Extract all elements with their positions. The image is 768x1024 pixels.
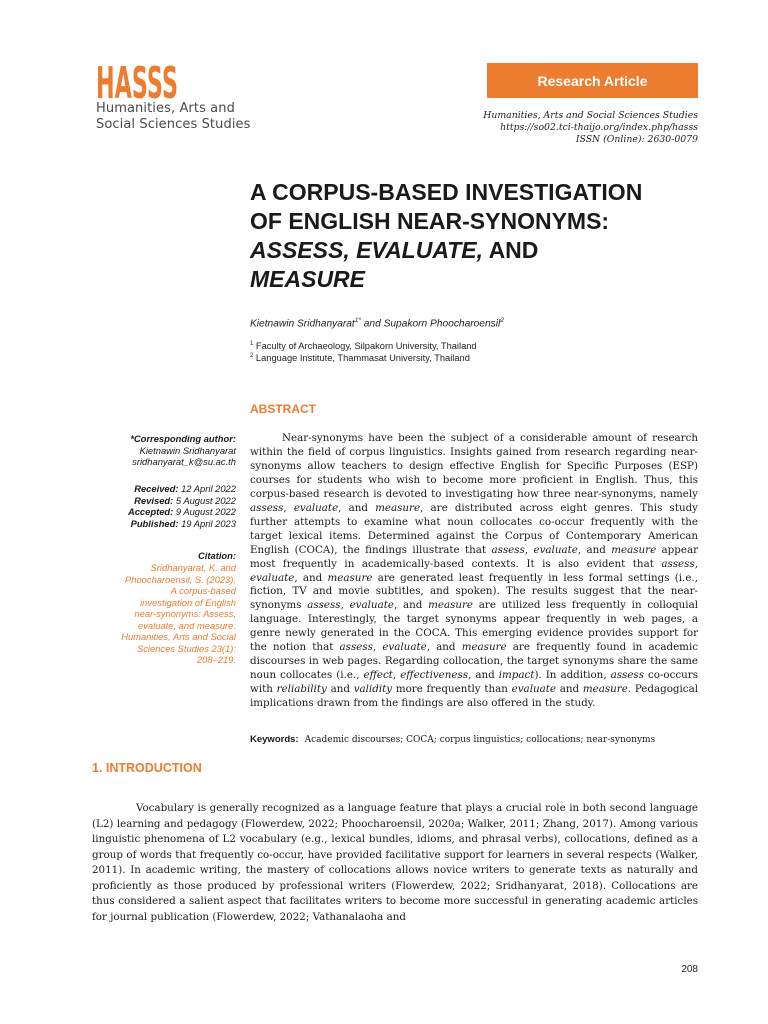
abstract-text: are frequently found in academic discourses in web pages. Regarding collocation, the target synonyms share the same noun collocates (i.e., xyxy=(250,641,699,682)
abstract-text: , xyxy=(372,641,383,654)
term-measure: measure xyxy=(375,501,421,514)
logo-text: HASSS xyxy=(96,62,178,102)
author-joiner: and xyxy=(360,318,384,330)
article-dates xyxy=(128,483,236,529)
date-received-value: 12 April 2022 xyxy=(178,483,236,494)
term-measure: measure xyxy=(428,599,474,612)
abstract-text: , and xyxy=(577,543,612,556)
term-evaluate: evaluate xyxy=(293,501,339,514)
journal-logo xyxy=(96,62,236,102)
abstract-text: ). In addition, xyxy=(534,669,611,682)
article-type-banner xyxy=(487,63,698,98)
term-assess: assess xyxy=(661,557,695,570)
term-assess: assess xyxy=(339,641,373,654)
introduction-heading: 1. INTRODUCTION xyxy=(92,761,202,775)
introduction-paragraph: Vocabulary is generally recognized as a language feature that plays a crucial role in both second language (L2) learning and pedagogy (Flowerdew, 2022; Phoocharoensil, 2020a; Walker, 2011; Zhang, 2017). Among various linguistic phenomena of L2 vocabulary (e.g., lexical bundles, idioms, and phrasal verbs), collocations, defined as a group of words that frequently co-occur, have provided facilitative support for learners in several respects (Walker, 2011). In academic writing, the mastery of collocations allows novice writers to generate texts as naturally and proficiently as those produced by professional writers (Flowerdew, 2022; Sridhanyarat, 2018). Collocations are thus considered a salient aspect that facilitates writers to become more successful in generating academic articles for journal publication (Flowerdew, 2022; Vathanalaoha and xyxy=(92,802,698,923)
abstract-text: and xyxy=(326,683,354,696)
journal-info-name: Humanities, Arts and Social Sciences Studies xyxy=(483,110,698,121)
corresponding-email[interactable]: sridhanyarat_k@su.ac.th xyxy=(132,456,236,467)
abstract-paragraph xyxy=(250,432,698,711)
abstract-heading: ABSTRACT xyxy=(250,402,316,416)
keywords-text: Academic discourses; COCA; corpus linguistics; collocations; near-synonyms xyxy=(304,735,656,745)
term-impact: impact xyxy=(498,669,535,682)
logo-journal-name xyxy=(96,101,251,133)
date-published-label: Published: xyxy=(130,517,179,529)
title-line-3-rest: AND xyxy=(483,237,539,263)
abstract-text: , xyxy=(392,669,401,682)
corresponding-name: Kietnawin Sridhanyarat xyxy=(139,444,236,456)
date-accepted xyxy=(128,506,236,518)
title-line-3 xyxy=(250,236,710,265)
corresponding-label-text: *Corresponding author: xyxy=(130,433,236,444)
abstract-text: , and xyxy=(294,571,328,584)
author-2: Supakorn Phoocharoensil xyxy=(383,318,501,330)
abstract-text: are generated least frequently in less formal settings (i.e., fiction, TV and movie subtitles, and spoken). The results suggest that the near-synonyms xyxy=(250,571,698,612)
term-evaluate: evaluate xyxy=(533,543,578,556)
introduction-body xyxy=(92,801,698,925)
term-measure: measure xyxy=(327,571,373,584)
abstract-text: Near-synonyms have been the subject of a considerable amount of research within the field of corpus linguistics. Insights gained from research regarding near-synonyms allow teachers to design effective English for Specific Purposes (ESP) courses for students who wish to become more proficient in English. Thus, this corpus-based research is devoted to investigating how three near-synonyms, namely xyxy=(250,432,698,500)
term-assess: assess xyxy=(307,599,341,612)
title-line-4-italic: MEASURE xyxy=(250,266,366,292)
keywords-label: Keywords: xyxy=(250,734,299,745)
term-evaluate: evaluate xyxy=(250,571,295,584)
abstract-text: , xyxy=(340,599,350,612)
citation-label xyxy=(198,550,236,562)
abstract-body xyxy=(250,432,698,711)
term-evaluate: evaluate xyxy=(349,599,394,612)
author-list xyxy=(250,317,504,329)
author-2-marks: 2 xyxy=(500,317,504,324)
title-line-2: OF ENGLISH NEAR-SYNONYMS: xyxy=(250,208,610,234)
affiliation-2-text: Language Institute, Thammasat University, Thailand xyxy=(253,353,470,364)
abstract-text: , xyxy=(524,543,534,556)
abstract-text: , and xyxy=(393,599,429,612)
term-assess: assess xyxy=(610,669,644,682)
corresponding-label xyxy=(130,433,236,445)
affiliation-1 xyxy=(250,341,477,351)
term-effect: effect xyxy=(363,669,393,682)
abstract-text: , are distributed across eight genres. This study further attempts to examine what noun collocates co-occur frequently with the target lexical items. Determined against the Corpus of Contemporary American English (COCA), the findings illustrate that xyxy=(250,501,698,556)
affiliation-1-num: 1 xyxy=(250,341,254,347)
term-measure: measure xyxy=(611,543,657,556)
logo-line-2: Social Sciences Studies xyxy=(96,117,251,132)
citation-label-text: Citation: xyxy=(197,550,236,561)
date-accepted-label: Accepted: xyxy=(127,506,174,517)
title-line-1: A CORPUS-BASED INVESTIGATION xyxy=(250,179,643,205)
term-measure: measure xyxy=(582,683,628,696)
abstract-text: , and xyxy=(338,501,376,514)
term-measure: measure xyxy=(461,641,507,654)
abstract-text: more frequently than xyxy=(392,683,512,696)
article-type-label: Research Article xyxy=(537,72,648,89)
abstract-text: , and xyxy=(426,641,462,654)
affiliation-2 xyxy=(250,353,470,363)
logo-line-1: Humanities, Arts and xyxy=(96,101,235,116)
page-number: 208 xyxy=(681,964,698,975)
term-evaluate: evaluate xyxy=(511,683,556,696)
date-revised xyxy=(128,495,236,507)
keywords xyxy=(250,734,710,745)
abstract-text: are utilized less frequently in colloquial language. Interestingly, the target synonyms appear frequently in web pages, a genre newly generated in the COCA. This emerging evidence provides support for the notion that xyxy=(250,599,699,654)
date-accepted-value: 9 August 2022 xyxy=(173,506,236,517)
journal-info-issn: ISSN (Online): 2630-0079 xyxy=(575,134,698,145)
title-line-3-italic: ASSESS, EVALUATE, xyxy=(250,237,484,263)
author-1-marks: 1* xyxy=(354,317,361,324)
author-1: Kietnawin Sridhanyarat xyxy=(250,318,355,330)
affiliation-1-text: Faculty of Archaeology, Silpakorn University, Thailand xyxy=(253,341,477,352)
date-published-value: 19 April 2023 xyxy=(178,517,236,529)
journal-info xyxy=(483,110,698,146)
term-reliability: reliability xyxy=(276,683,327,696)
term-evaluate: evaluate xyxy=(382,641,427,654)
term-validity: validity xyxy=(353,683,393,696)
abstract-text: appear most frequently in academically-based contexts. It is also evident that xyxy=(250,543,699,570)
abstract-text: , and xyxy=(468,669,499,682)
term-assess: assess xyxy=(491,543,525,556)
term-effectiveness: effectiveness xyxy=(400,669,469,682)
abstract-text: and xyxy=(556,683,583,696)
article-title xyxy=(250,178,710,294)
date-received-label: Received: xyxy=(134,483,179,494)
date-revised-label: Revised: xyxy=(134,494,174,506)
abstract-text: . Pedagogical implications drawn from the findings are also offered in the study. xyxy=(250,683,699,710)
term-assess: assess xyxy=(250,501,284,514)
title-line-4 xyxy=(250,265,710,294)
date-published xyxy=(128,518,236,530)
abstract-text: co-occurs with xyxy=(250,669,699,696)
abstract-text: , xyxy=(283,501,294,514)
abstract-text: , xyxy=(694,557,698,570)
affiliation-2-num: 2 xyxy=(250,353,254,359)
date-received xyxy=(128,483,236,495)
corresponding-author xyxy=(130,433,236,468)
date-revised-value: 5 August 2022 xyxy=(173,494,236,506)
journal-info-url[interactable]: https://so02.tci-thaijo.org/index.php/hasss xyxy=(500,122,698,133)
citation-text: Sridhanyarat, K. and Phoocharoensil, S. (2023). A corpus-based investigation of English near-synonyms: Assess, evaluate, and measure. Humanities, Arts and Social Sciences Studies 23(1): 208–219. xyxy=(121,562,236,665)
